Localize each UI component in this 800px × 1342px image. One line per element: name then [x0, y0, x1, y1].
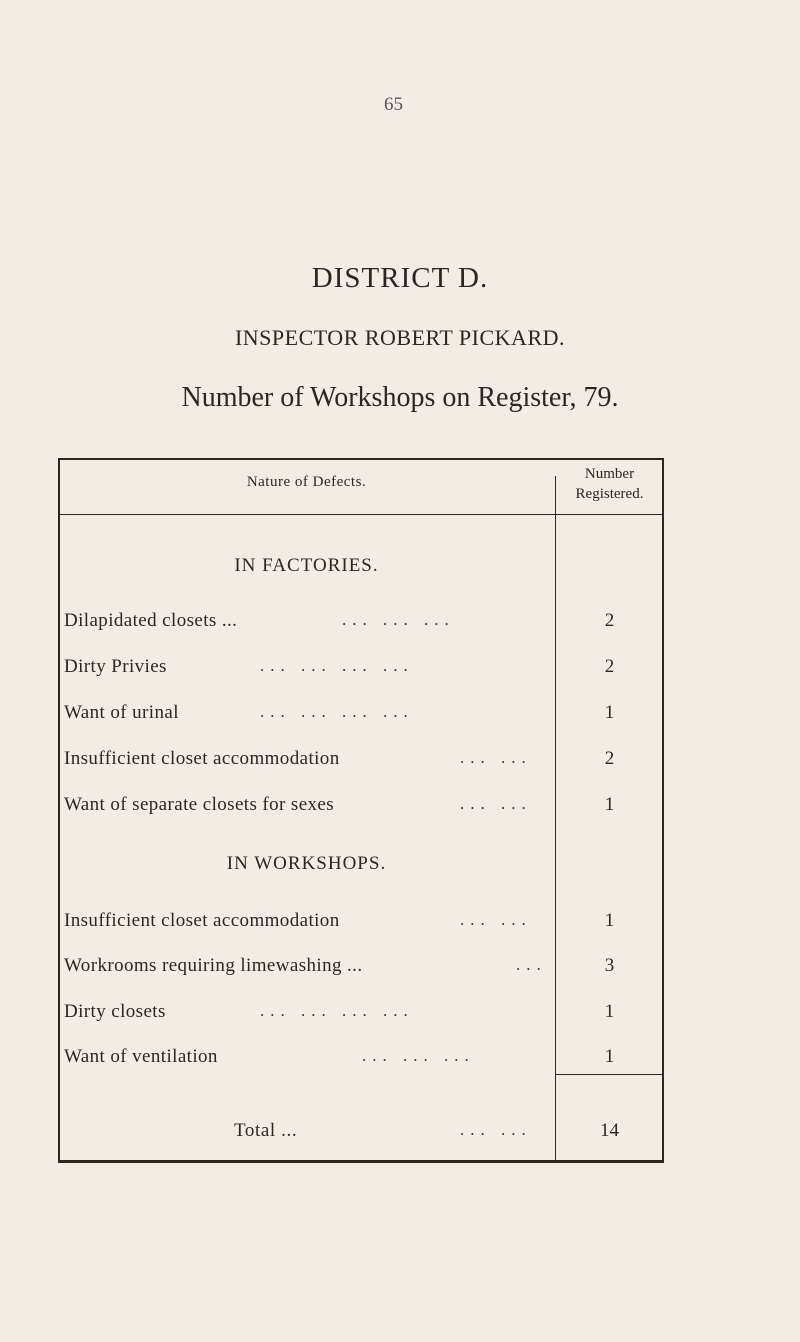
table-rule-total [555, 1074, 664, 1075]
row-leader: ... ... ... ... [260, 702, 414, 721]
table-row [64, 794, 670, 822]
total-value: 14 [600, 1120, 619, 1141]
page-number: 65 [384, 94, 403, 115]
row-label: Dirty closets [64, 1001, 166, 1022]
row-leader: ... ... ... [342, 610, 455, 629]
row-label: Insufficient closet accommodation [64, 910, 340, 931]
row-label: Want of urinal [64, 702, 179, 723]
total-row [64, 1120, 670, 1148]
table-rule-top [58, 458, 664, 460]
column-header-number-line1: Number [584, 466, 635, 482]
table-rule-bottom [58, 1160, 664, 1163]
row-leader: ... ... ... [362, 1046, 475, 1065]
section-title-factories: IN FACTORIES. [234, 555, 379, 576]
row-label: Want of ventilation [64, 1046, 218, 1067]
row-value: 2 [604, 610, 615, 631]
table-row [64, 910, 670, 938]
table-row [64, 1046, 670, 1074]
inspector-name: INSPECTOR ROBERT PICKARD. [234, 325, 566, 350]
row-value: 2 [604, 656, 615, 677]
row-label: Dirty Privies [64, 656, 167, 677]
table-row [64, 748, 670, 776]
table-row [64, 955, 670, 983]
column-header-nature: Nature of Defects. [246, 474, 367, 490]
table-row [64, 610, 670, 638]
row-label: Insufficient closet accommodation [64, 748, 340, 769]
total-leader: ... ... [460, 1120, 532, 1139]
table-row [64, 656, 670, 684]
section-title-workshops: IN WORKSHOPS. [226, 853, 387, 874]
row-value: 1 [604, 910, 615, 931]
row-value: 1 [604, 794, 615, 815]
row-value: 1 [604, 702, 615, 723]
row-value: 3 [604, 955, 615, 976]
row-leader: ... ... [460, 794, 532, 813]
table-row [64, 1001, 670, 1029]
column-header-number [555, 464, 664, 504]
row-label: Dilapidated closets ... [64, 610, 238, 631]
row-leader: ... ... ... ... [260, 1001, 414, 1020]
row-leader: ... ... [460, 910, 532, 929]
row-leader: ... ... [460, 748, 532, 767]
table-rule-header [58, 514, 664, 515]
row-leader: ... [516, 955, 547, 974]
row-leader: ... ... ... ... [260, 656, 414, 675]
column-header-number-line2: Registered. [575, 486, 644, 502]
defects-table [58, 458, 664, 1164]
row-value: 1 [604, 1046, 615, 1067]
row-label: Workrooms requiring limewashing ... [64, 955, 363, 976]
row-value: 2 [604, 748, 615, 769]
row-label: Want of separate closets for sexes [64, 794, 335, 815]
row-value: 1 [604, 1001, 615, 1022]
table-row [64, 702, 670, 730]
total-label: Total ... [234, 1120, 298, 1141]
district-title: DISTRICT D. [311, 262, 489, 294]
workshops-count-line: Number of Workshops on Register, 79. [181, 382, 619, 413]
